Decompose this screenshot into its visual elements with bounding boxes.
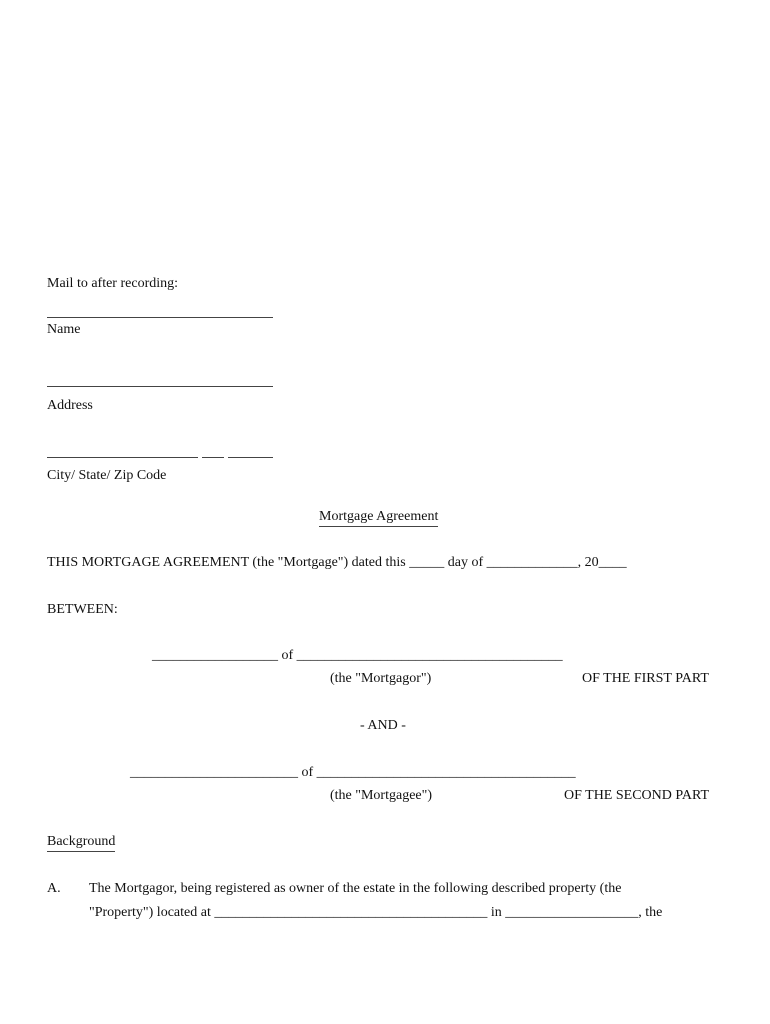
mortgagor-role: (the "Mortgagor") xyxy=(330,671,432,686)
mortgagee-name-address-line: ________________________ of _____________________________________ xyxy=(130,765,576,780)
state-blank-line xyxy=(202,457,224,458)
mortgagee-role: (the "Mortgagee") xyxy=(330,788,432,803)
item-a-marker: A. xyxy=(47,881,61,896)
document-title: Mortgage Agreement xyxy=(319,509,438,527)
city-state-zip-label: City/ State/ Zip Code xyxy=(47,468,167,483)
name-label: Name xyxy=(47,322,81,337)
between-label: BETWEEN: xyxy=(47,602,118,617)
mail-to-heading: Mail to after recording: xyxy=(47,276,179,291)
mortgagor-name-address-line: __________________ of ______________________________________ xyxy=(152,648,563,663)
city-blank-line xyxy=(47,457,198,458)
address-label: Address xyxy=(47,398,93,413)
opening-line: THIS MORTGAGE AGREEMENT (the "Mortgage") dated this _____ day of _____________, 20____ xyxy=(47,555,627,570)
item-a-line-2: "Property") located at _______________________________________ in ___________________, the xyxy=(89,905,663,920)
name-blank-line xyxy=(47,317,273,318)
first-part-label: OF THE FIRST PART xyxy=(582,671,709,686)
zip-blank-line xyxy=(228,457,273,458)
background-heading: Background xyxy=(47,834,115,852)
and-label: - AND - xyxy=(360,718,406,733)
item-a-line-1: The Mortgagor, being registered as owner of the estate in the following described property (the xyxy=(89,881,622,896)
address-blank-line xyxy=(47,386,273,387)
second-part-label: OF THE SECOND PART xyxy=(564,788,710,803)
